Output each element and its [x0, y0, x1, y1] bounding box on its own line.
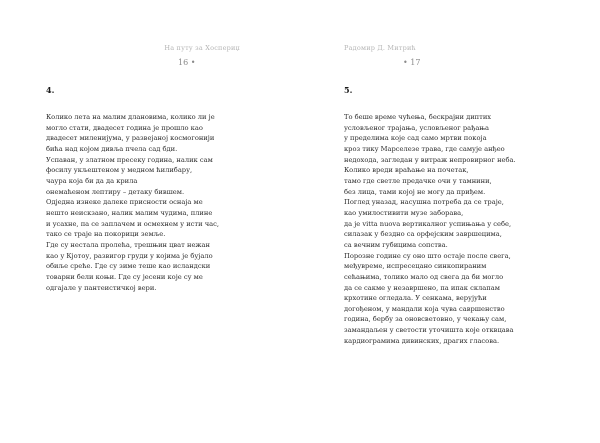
poem-line: Поглед уназад, насушна потреба да се траје, [344, 198, 504, 207]
poem-line: могло стати, двадесет година је прошло као [46, 123, 203, 132]
poem-line: као умилостивити музе заборава, [344, 208, 464, 217]
poem-line: недохода, загледан у витраж непровирног неба. [344, 155, 516, 164]
poem-line: нешто неискзано, налик малим чудима, плине [46, 208, 213, 217]
poem-line: као у Кјотоу, развигор груди у којима је бујало [46, 251, 213, 260]
page-number-right: • 17 [403, 58, 421, 67]
poem-line: Успаван, у златном пресеку година, налик сам [46, 155, 213, 164]
section-number-left: 4. [46, 85, 55, 95]
poem-line: догођеном, у мандали која чува савршенство [344, 304, 505, 313]
poem-line: Одједна изнеке далеке присности оснаја ме [46, 198, 203, 207]
poem-line: Где су нестала пролећа, трешњин цват нежан [46, 240, 210, 249]
poem-line: кардиограмима дивинских, драгих гласова. [344, 336, 500, 345]
poem-line: То беше време чућења, бескрајни диптих [344, 113, 492, 121]
poem-line: да је vitta nuova вертикалног успињања у себе, [344, 219, 512, 228]
poem-text-left [46, 112, 276, 293]
poem-line: товарни бели коњи. Где су јесени које су ме [46, 272, 203, 281]
poem-line: међувреме, испресецано синкопираним [344, 262, 487, 271]
poem-line: без лица, тами којој не могу да приђем. [344, 187, 486, 196]
poem-line: двадесет миленијума, у развејаној космогонији [46, 134, 215, 143]
poem-line: силазак у бездно са орфејским завршецима, [344, 230, 502, 239]
poem-line: замандаљен у светости уточишта које отквцава [344, 326, 514, 335]
running-head-left: На путу за Хоспериџ [164, 44, 240, 52]
poem-line: да се сакме у незавршено, па ипак склапам [344, 283, 500, 292]
poem-line: и усахне, па се заплачем и осмехнем у исти час, [46, 219, 219, 228]
poem-line: сећањима, толико мало од свега да би могло [344, 272, 504, 281]
poem-line: са вечним губицима сопства. [344, 240, 448, 249]
poem-line: чаура која би да да крила [46, 176, 138, 185]
poem-line: у пределима које сад само мртви покоја [344, 134, 487, 143]
poem-text-right [344, 112, 584, 346]
poem-line: Колико вреди враћање на почетак, [344, 166, 469, 175]
poem-line: онемаћеном лептиру – детаку бившем. [46, 187, 185, 196]
poem-line: тамо где светле предачке очи у тамнини, [344, 176, 492, 185]
poem-line: кроз тику Марселезе трава, где самује анђео [344, 144, 505, 153]
poem-line: бића над којом дивља пчела сад бди. [46, 144, 178, 153]
poem-line: условљеног трајања, условљеног рађања [344, 123, 490, 132]
poem-line: тако се траје на покорици земље. [46, 230, 166, 239]
poem-line: обиље среће. Где су зиме теше као исландски [46, 262, 211, 271]
poem-line: година, бербу за оновсветовно, у чекању сам, [344, 315, 507, 324]
section-number-right: 5. [344, 85, 353, 95]
running-head-right: Радомир Д. Митрић [344, 44, 416, 52]
poem-line: Колико лета на малим длановима, колико ли је [46, 113, 215, 121]
page-number-left: 16 • [178, 58, 196, 67]
poem-line: крхотине огледала. У сенкама, верујући [344, 294, 487, 303]
poem-line: Порозне године су оно што остаје после свега, [344, 251, 511, 260]
right-page [300, 0, 600, 443]
poem-line: фосилу укљештеном у медном ћилибару, [46, 166, 193, 175]
poem-line: одгајале у пантеистичкој вери. [46, 283, 157, 292]
